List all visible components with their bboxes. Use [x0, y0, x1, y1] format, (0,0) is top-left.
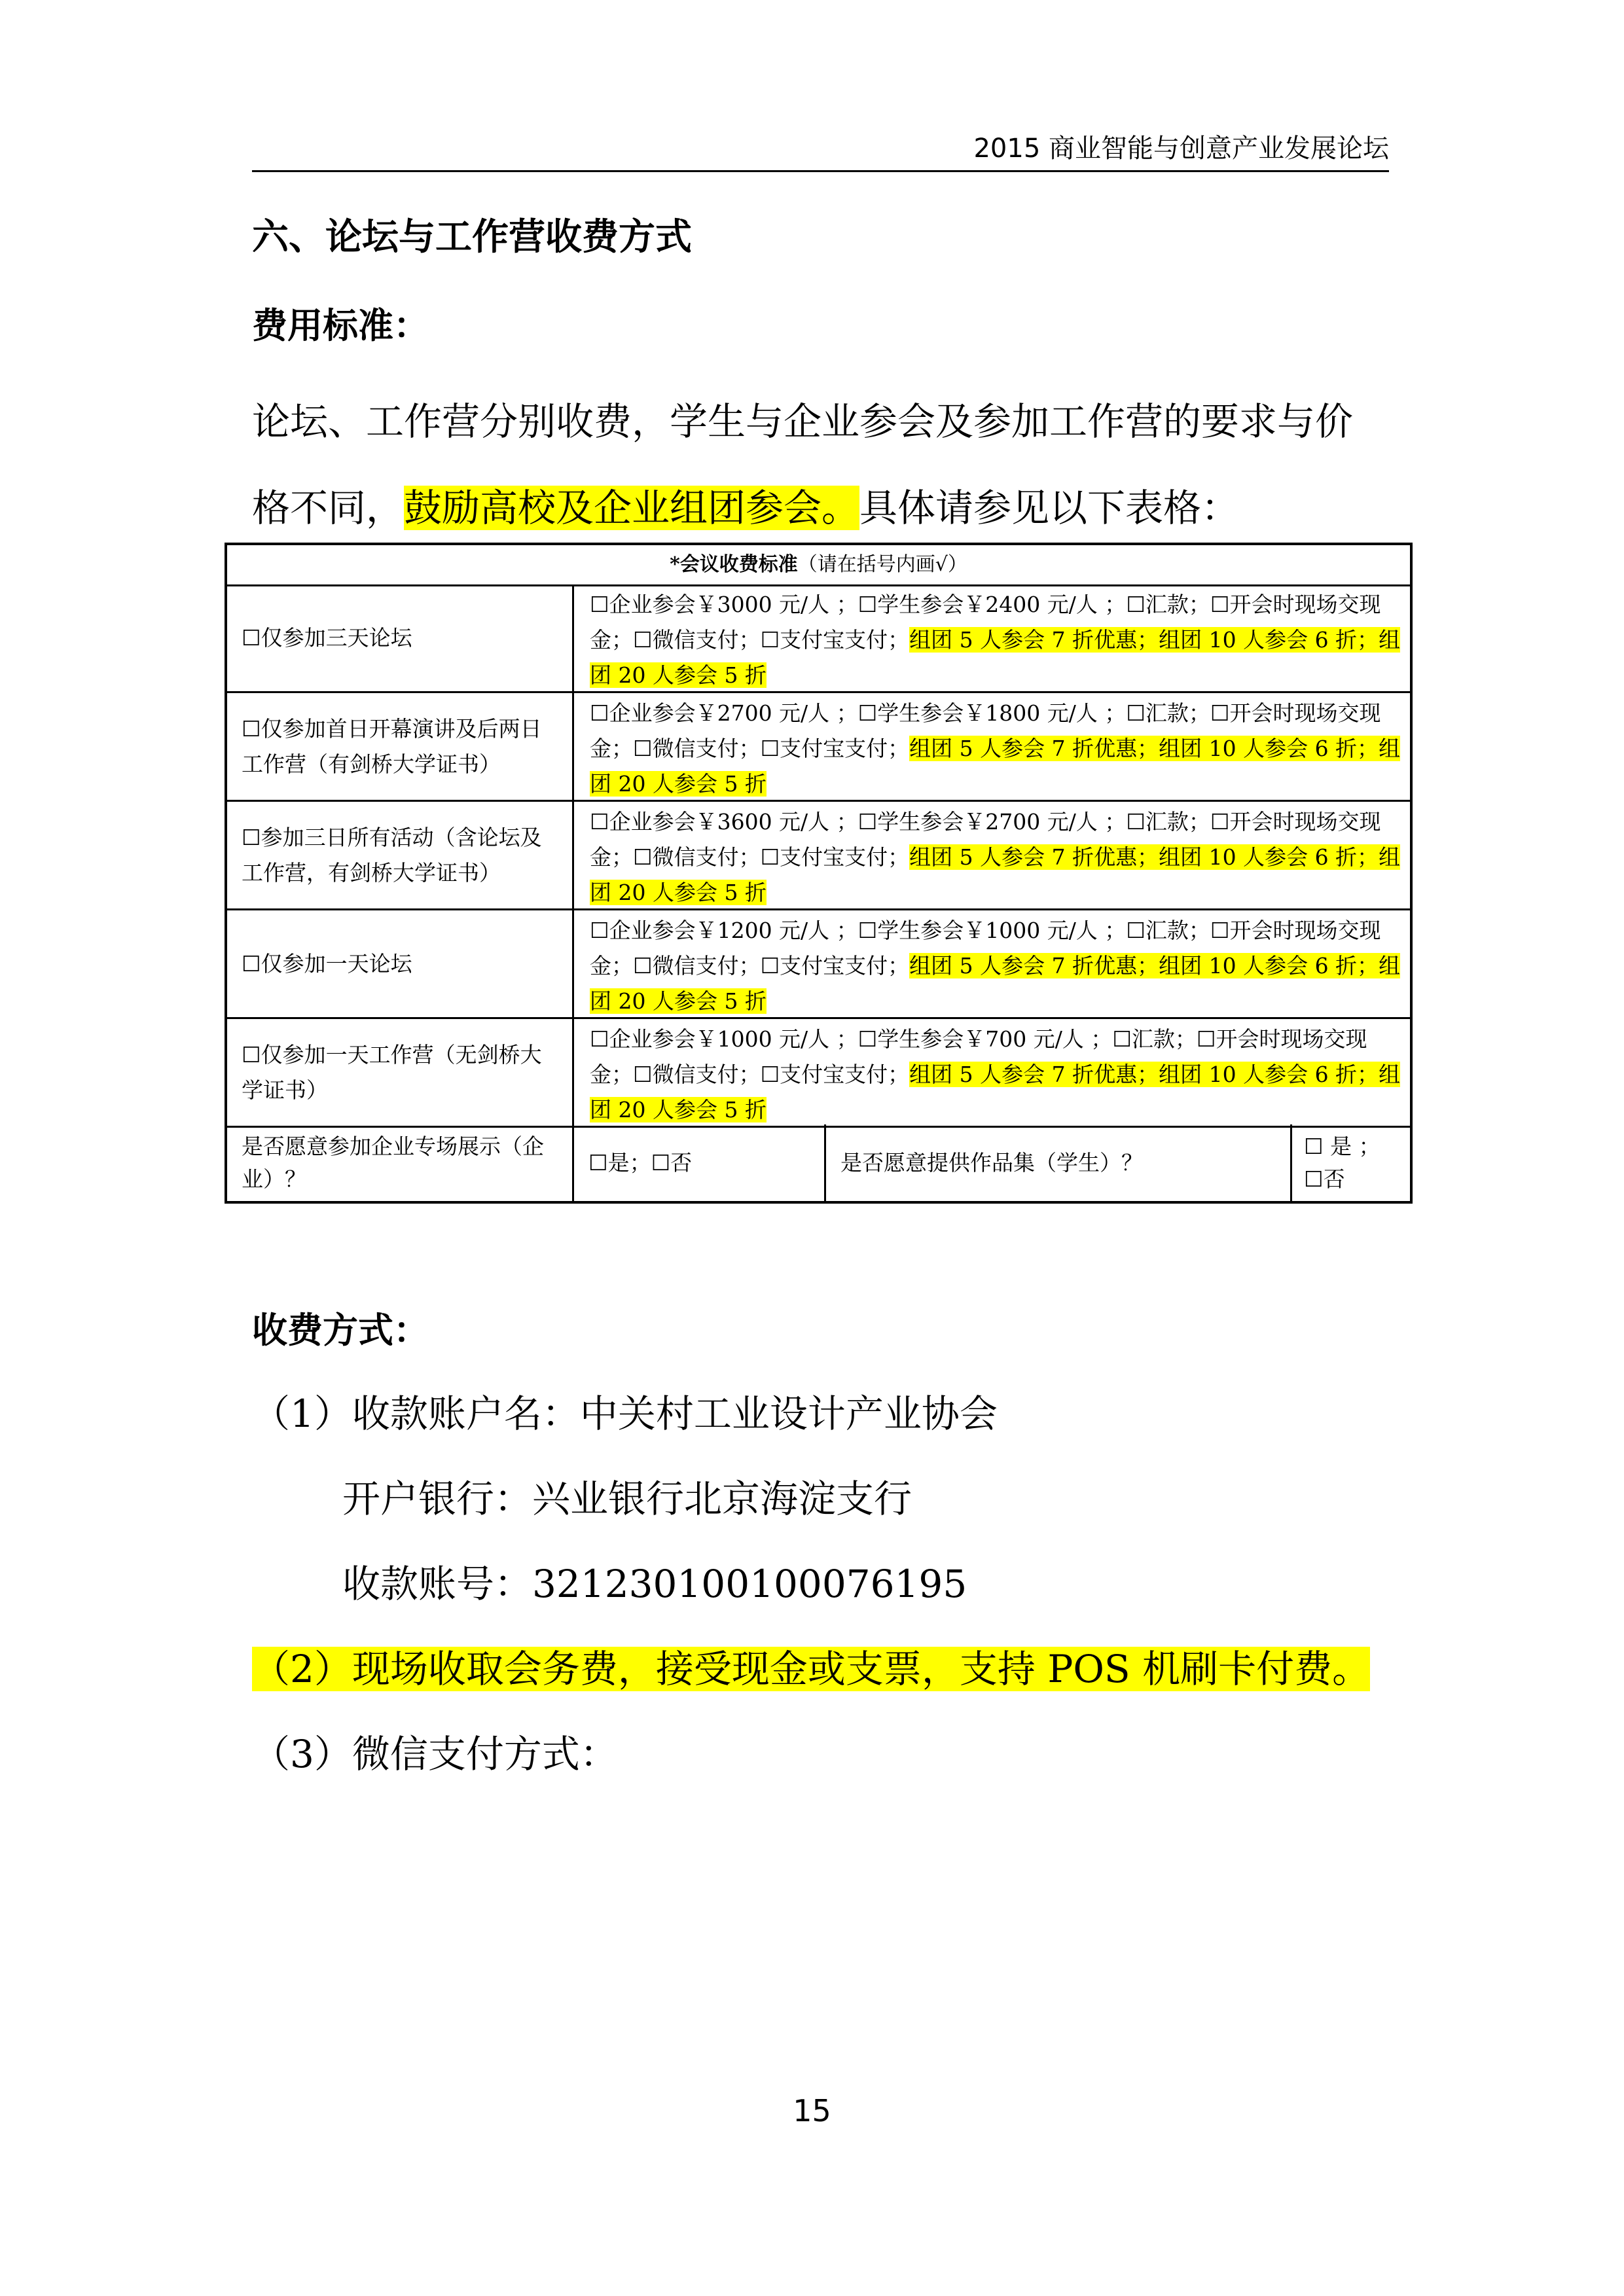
paragraph-line-2-start: 格不同，: [252, 486, 405, 530]
table-caption-note: （请在括号内画√）: [797, 553, 967, 576]
group-discount: 团 20 人参会 5 折: [590, 880, 767, 905]
fee-line[interactable]: ☐企业参会￥3600 元/人 ；☐学生参会￥2700 元/人 ；☐汇款；☐开会时现场交现: [590, 809, 1381, 834]
section-title: 六、论坛与工作营收费方式: [252, 215, 692, 259]
fee-line: [590, 766, 1398, 802]
highlight-group-encourage: 鼓励高校及企业组团参会。: [404, 486, 860, 530]
fee-line: [590, 622, 1401, 658]
table-caption: [227, 545, 1410, 586]
fee-line: [590, 875, 1398, 910]
table-row: [227, 693, 1410, 802]
fee-line: [590, 1057, 1401, 1092]
table-row-preferences: [227, 1124, 1410, 1201]
option-cell[interactable]: ☐仅参加首日开幕演讲及后两日工作营（有剑桥大学证书）: [227, 693, 574, 800]
option-cell[interactable]: ☐参加三日所有活动（含论坛及工作营，有剑桥大学证书）: [227, 802, 574, 908]
enterprise-showcase-answer[interactable]: ☐是；☐否: [574, 1124, 826, 1201]
fee-line: [590, 840, 1401, 875]
fee-cell: [574, 910, 1410, 1017]
portfolio-question: 是否愿意提供作品集（学生）？: [826, 1124, 1292, 1201]
page-number: 15: [793, 2093, 831, 2128]
payment-options[interactable]: 金；☐微信支付；☐支付宝支付；: [590, 627, 910, 653]
group-discount: 组团 5 人参会 7 折优惠；组团 10 人参会 6 折；组: [909, 627, 1401, 653]
portfolio-answer-no[interactable]: ☐否: [1304, 1166, 1345, 1192]
portfolio-answer[interactable]: [1292, 1124, 1410, 1201]
fee-cell: [574, 693, 1410, 800]
fee-line[interactable]: ☐企业参会￥2700 元/人 ；☐学生参会￥1800 元/人 ；☐汇款；☐开会时现场交现: [590, 700, 1381, 726]
option-cell[interactable]: ☐仅参加一天工作营（无剑桥大学证书）: [227, 1019, 574, 1126]
page-header: [252, 131, 1389, 172]
fee-line[interactable]: ☐企业参会￥1200 元/人 ；☐学生参会￥1000 元/人 ；☐汇款；☐开会时现场交现: [590, 918, 1381, 943]
fee-cell: [574, 802, 1410, 908]
payment-options[interactable]: 金；☐微信支付；☐支付宝支付；: [590, 736, 910, 761]
payment-item-1: （1）收款账户名：中关村工业设计产业协会: [252, 1391, 998, 1436]
portfolio-answer-yes[interactable]: ☐ 是 ；: [1304, 1133, 1380, 1159]
fee-table: [225, 543, 1413, 1204]
group-discount: 团 20 人参会 5 折: [590, 662, 767, 688]
option-cell[interactable]: ☐仅参加一天论坛: [227, 910, 574, 1017]
enterprise-showcase-question: 是否愿意参加企业专场展示（企业）？: [227, 1124, 574, 1201]
payment-item-3: （3）微信支付方式：: [252, 1732, 618, 1776]
fee-line: [590, 731, 1401, 766]
payment-account: 收款账号：321230100100076195: [342, 1562, 967, 1606]
paragraph-line-2-end: 具体请参见以下表格：: [859, 486, 1240, 530]
group-discount: 团 20 人参会 5 折: [590, 1097, 767, 1122]
group-discount: 组团 5 人参会 7 折优惠；组团 10 人参会 6 折；组: [909, 844, 1401, 870]
fee-line: [590, 658, 1398, 693]
group-discount: 团 20 人参会 5 折: [590, 988, 767, 1014]
fee-line: [590, 948, 1401, 984]
fee-line: [590, 984, 1398, 1019]
fee-standard-heading: 费用标准：: [252, 304, 429, 346]
table-row: [227, 1019, 1410, 1128]
paragraph-line-1: 论坛、工作营分别收费，学生与企业参会及参加工作营的要求与价: [252, 399, 1354, 444]
fee-cell: [574, 1019, 1410, 1126]
payment-options[interactable]: 金；☐微信支付；☐支付宝支付；: [590, 844, 910, 870]
payment-item-2: [252, 1643, 1370, 1695]
table-caption-title: *会议收费标准: [670, 553, 798, 576]
fee-line[interactable]: ☐企业参会￥3000 元/人 ；☐学生参会￥2400 元/人 ；☐汇款；☐开会时现场交现: [590, 592, 1381, 617]
payment-bank: 开户银行：兴业银行北京海淀支行: [342, 1477, 912, 1521]
group-discount: 组团 5 人参会 7 折优惠；组团 10 人参会 6 折；组: [909, 736, 1401, 761]
group-discount: 组团 5 人参会 7 折优惠；组团 10 人参会 6 折；组: [909, 1062, 1401, 1087]
fee-cell: [574, 584, 1410, 691]
payment-options[interactable]: 金；☐微信支付；☐支付宝支付；: [590, 1062, 910, 1087]
group-discount: 团 20 人参会 5 折: [590, 771, 767, 797]
fee-line: [590, 1092, 1398, 1128]
header-title: 2015 商业智能与创意产业发展论坛: [973, 134, 1389, 164]
table-row: [227, 802, 1410, 910]
option-cell[interactable]: ☐仅参加三天论坛: [227, 584, 574, 691]
payment-item-2-highlight: （2）现场收取会务费，接受现金或支票，支持 POS 机刷卡付费。: [252, 1647, 1371, 1691]
payment-heading: 收费方式：: [252, 1309, 429, 1351]
fee-line[interactable]: ☐企业参会￥1000 元/人 ；☐学生参会￥700 元/人 ；☐汇款；☐开会时现场交现: [590, 1026, 1367, 1052]
table-row: [227, 584, 1410, 693]
table-row: [227, 910, 1410, 1019]
paragraph-line-2: [252, 465, 1239, 551]
group-discount: 组团 5 人参会 7 折优惠；组团 10 人参会 6 折；组: [909, 953, 1401, 978]
payment-options[interactable]: 金；☐微信支付；☐支付宝支付；: [590, 953, 910, 978]
